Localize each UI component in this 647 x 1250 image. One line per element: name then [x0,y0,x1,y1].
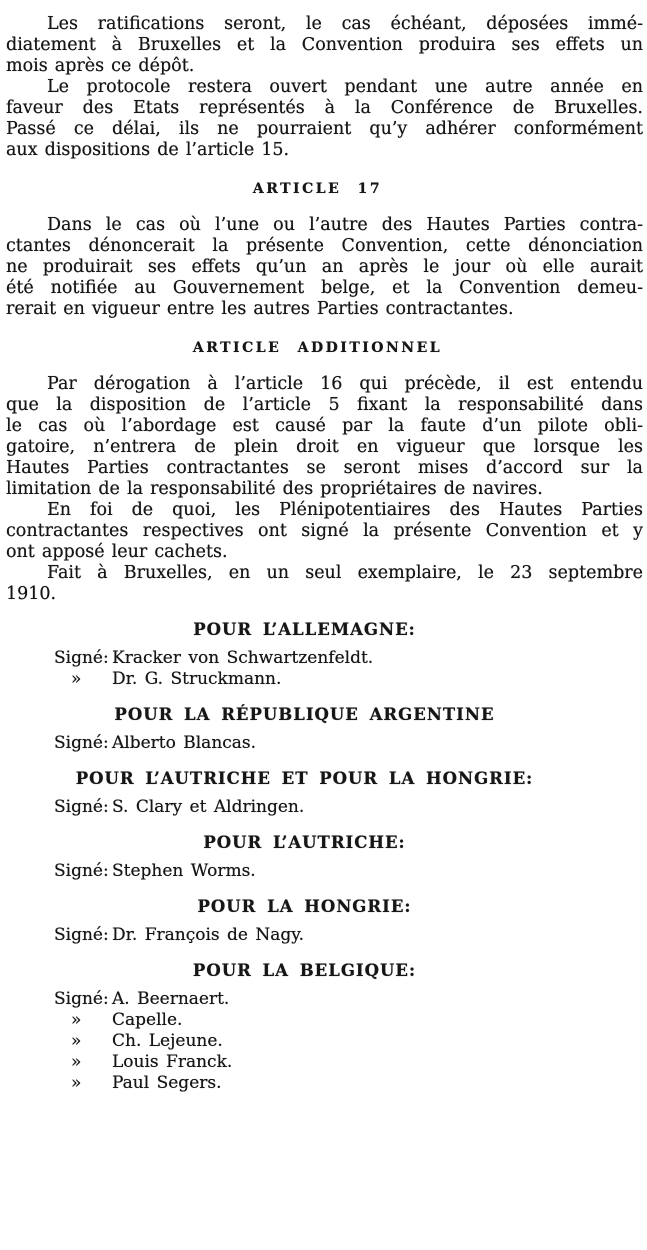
signature-name: Dr. G. Struckmann. [112,669,282,689]
signature-row [6,989,643,1010]
signature-row [6,925,643,946]
signature-prefix: » [71,1010,82,1030]
signature-row [6,797,643,818]
signature-prefix: » [71,1052,82,1072]
paragraph [6,14,643,77]
text-line: 1910. [6,584,57,604]
signature-prefix: Signé: [54,861,109,881]
text-line: Passé ce délai, ils ne pourraient qu’y adhérer conformément [6,119,643,139]
signature-prefix: » [71,669,82,689]
signature-block [6,733,643,754]
signature-row [6,648,643,669]
signature-name: Stephen Worms. [112,861,256,881]
signature-row [6,1031,643,1052]
signature-prefix: Signé: [54,733,109,753]
signature-name: Kracker von Schwartzenfeldt. [112,648,374,668]
signature-name: Dr. François de Nagy. [112,925,305,945]
signature-prefix: Signé: [54,648,109,668]
signature-block [6,861,643,882]
signature-row [6,669,643,690]
country-heading: POUR L’ALLEMAGNE: [193,620,416,639]
text-line: diatement à Bruxelles et la Convention produira ses effets un [6,35,643,55]
text-line: aux dispositions de l’article 15. [6,140,290,160]
signature-row [6,1010,643,1031]
paragraph [6,500,643,563]
text-line: faveur des Etats représentés à la Conférence de Bruxelles. [6,98,643,118]
text-line: que la disposition de l’article 5 fixant la responsabilité dans [6,395,643,415]
text-line: ctantes dénoncerait la présente Convention, cette dénonciation [6,236,643,256]
text-line: contractantes respectives ont signé la présente Convention et y [6,521,643,541]
text-line: ne produirait ses effets qu’un an après le jour où elle aurait [6,257,643,277]
country-heading: POUR LA HONGRIE: [197,897,412,916]
signature-block [6,648,643,690]
paragraph [6,77,643,161]
signature-row [6,733,643,754]
paragraph [6,215,643,320]
paragraph [6,374,643,500]
text-line: Fait à Bruxelles, en un seul exemplaire, le 23 septembre [47,563,643,583]
signature-name: Alberto Blancas. [112,733,257,753]
signature-prefix: » [71,1031,82,1051]
signature-block [6,989,643,1094]
signature-name: A. Beernaert. [112,989,230,1009]
text-line: ont apposé leur cachets. [6,542,228,562]
text-line: Par dérogation à l’article 16 qui précède, il est entendu [47,374,643,394]
signature-prefix: Signé: [54,989,109,1009]
text-line: limitation de la responsabilité des propriétaires de navires. [6,479,543,499]
text-line: gatoire, n’entrera de plein droit en vigueur que lorsque les [6,437,643,457]
signature-name: Paul Segers. [112,1073,222,1093]
text-line: Hautes Parties contractantes se seront mises d’accord sur la [6,458,643,478]
text-line: Les ratifications seront, le cas échéant, déposées immé- [47,14,643,34]
text-line: En foi de quoi, les Plénipotentiaires des Hautes Parties [47,500,643,520]
signature-name: S. Clary et Aldringen. [112,797,305,817]
signature-prefix: Signé: [54,797,109,817]
article-heading: ARTICLE 17 [252,181,383,197]
signature-row [6,1073,643,1094]
signature-name: Louis Franck. [112,1052,233,1072]
signature-block [6,925,643,946]
text-line: Dans le cas où l’une ou l’autre des Hautes Parties contra- [47,215,643,235]
text-line: Le protocole restera ouvert pendant une autre année en [47,77,643,97]
country-heading: POUR LA RÉPUBLIQUE ARGENTINE [114,705,495,724]
country-heading: POUR L’AUTRICHE: [203,833,406,852]
country-heading: POUR LA BELGIQUE: [192,961,417,980]
text-line: le cas où l’abordage est causé par la faute d’un pilote obli- [6,416,643,436]
paragraph [6,563,643,605]
article-heading: ARTICLE ADDITIONNEL [192,340,443,356]
country-heading: POUR L’AUTRICHE ET POUR LA HONGRIE: [75,769,534,788]
signature-row [6,1052,643,1073]
signature-prefix: » [71,1073,82,1093]
text-line: été notifiée au Gouvernement belge, et la Convention demeu- [6,278,643,298]
text-line: mois après ce dépôt. [6,56,195,76]
text-line: rerait en vigueur entre les autres Parties contractantes. [6,299,514,319]
signature-name: Ch. Lejeune. [112,1031,223,1051]
signature-name: Capelle. [112,1010,183,1030]
signature-prefix: Signé: [54,925,109,945]
signature-row [6,861,643,882]
signature-block [6,797,643,818]
